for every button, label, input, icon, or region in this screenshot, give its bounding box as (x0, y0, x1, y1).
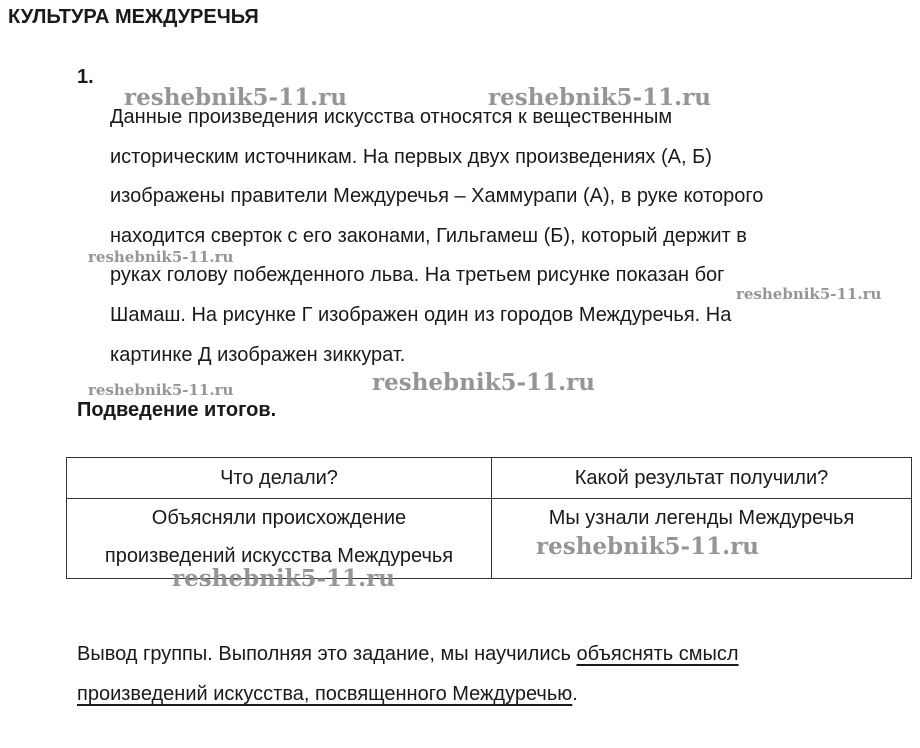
answer-line: историческим источникам. На первых двух произведениях (А, Б) (110, 145, 712, 168)
answer-line: картинке Д изображен зиккурат. (110, 343, 406, 366)
cell-line: Мы узнали легенды Междуречья (548, 507, 855, 529)
task-answer-paragraph (110, 98, 890, 375)
conclusion-prefix: Вывод группы. Выполняя это задание, мы научились (77, 643, 577, 665)
conclusion-line (77, 674, 739, 714)
summary-heading: Подведение итогов. (77, 399, 277, 421)
answer-line: руках голову побежденного льва. На третьем рисунке показан бог (110, 264, 725, 287)
watermark: reshebnik5-11.ru (88, 381, 234, 399)
page-title: КУЛЬТУРА МЕЖДУРЕЧЬЯ (8, 6, 259, 28)
watermark: reshebnik5-11.ru (124, 84, 347, 111)
task-number: 1. (77, 66, 94, 88)
answer-line: находится сверток с его законами, Гильгамеш (Б), который держит в (110, 224, 747, 247)
table-header-row (67, 458, 912, 499)
watermark: reshebnik5-11.ru (488, 84, 711, 111)
cell-line: произведений искусства Междуречья (104, 545, 454, 567)
answer-line: Данные произведения искусства относятся к вещественным (110, 106, 673, 128)
watermark: reshebnik5-11.ru (736, 285, 882, 303)
answer-line: изображены правители Междуречья – Хаммурапи (А), в руке которого (110, 185, 764, 208)
table-header-cell: Какой результат получили? (492, 458, 912, 499)
watermark: reshebnik5-11.ru (88, 248, 234, 266)
watermark: reshebnik5-11.ru (172, 565, 395, 592)
watermark: reshebnik5-11.ru (536, 533, 759, 560)
cell-line: Объясняли происхождение (151, 507, 407, 529)
conclusion-underlined: объяснять смысл (576, 643, 739, 665)
conclusion-suffix: . (572, 683, 578, 705)
table-header-cell: Что делали? (67, 458, 492, 499)
watermark: reshebnik5-11.ru (372, 369, 595, 396)
answer-line: Шамаш. На рисунке Г изображен один из городов Междуречья. На (110, 303, 732, 326)
conclusion-underlined: произведений искусства, посвященного Междуречью (77, 683, 573, 705)
conclusion-line (77, 634, 739, 674)
results-table (66, 457, 912, 579)
group-conclusion (77, 634, 739, 714)
